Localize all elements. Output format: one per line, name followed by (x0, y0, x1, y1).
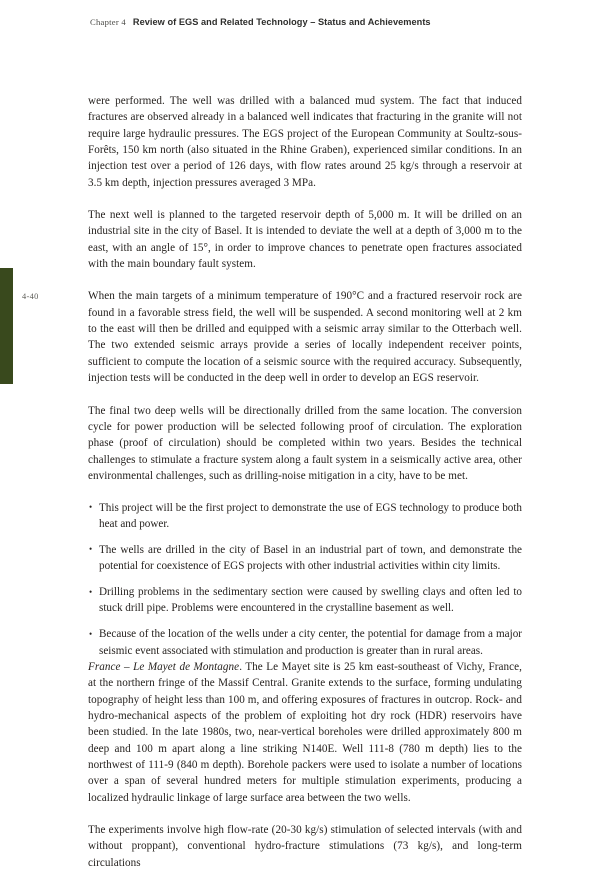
paragraph-3: When the main targets of a minimum temperature of 190°C and a fractured reservoir rock are found in a favorable stress field, the well will be suspended. A second monitoring well at 2 km to the east will then be drilled and equipped with a seismic array similar to the Otterbach well. The two extended seismic arrays provide a series of locally independent receiver points, sufficient to compute the location of a seismic source with the required accuracy. Subsequently, injection tests will be conducted in the deep well in order to develop an EGS reservoir. (88, 290, 522, 385)
bullet-glyph: • (89, 544, 93, 555)
list-item (88, 500, 522, 533)
paragraph-4: The final two deep wells will be directionally drilled from the same location. The conversion cycle for power production will be selected following proof of circulation. The exploration phase (proof of circulation) should be completed within two years. Besides the technical challenges to stimulate a fracture system along a fault system in a seismically active area, other environmental challenges, such as drilling-noise mitigation in a city, have to be met. (88, 404, 522, 482)
bullet-glyph: • (89, 502, 93, 513)
section-le-mayet-body: . The Le Mayet site is 25 km east-southeast of Vichy, France, at the northern fringe of the Massif Central. Granite extends to the surface, forming undulating topography of height less than 100 m, and offering exposures of fractures in outcrop. Rock- and hydro-mechanical aspects of the problem of exploiting hot dry rock (HDR) reservoirs have been studied. In the late 1980s, two, near-vertical boreholes were drilled approximately 800 m deep and 100 m apart along a line striking N140E. Well 111-8 (780 m depth) lies to the northwest of 111-9 (840 m depth). Borehole packers were used to isolate a number of locations over a span of several hundred meters for multiple stimulation experiments, producing a localized hydraulic linkage of large surface area between the two wells. (88, 660, 523, 804)
list-item-text: The wells are drilled in the city of Basel in an industrial part of town, and demonstrate the potential for coexistence of EGS projects with other industrial activities within city limits. (99, 543, 522, 573)
list-item (88, 584, 522, 617)
paragraph-1: were performed. The well was drilled with a balanced mud system. The fact that induced fractures are observed already in a balanced well indicates that fracturing in the granite will not require large hydraulic pressures. The EGS project of the European Community at Soultz-sous-Forêts, 150 km north (also situated in the Rhine Graben), experienced similar conditions. In an injection test over a period of 126 days, with flow rates around 25 kg/s through a reservoir at 3.5 km depth, injection pressures averaged 3 MPa. (88, 95, 522, 189)
text-column (88, 93, 522, 871)
page-folio: 4-40 (22, 292, 39, 301)
list-item (88, 542, 522, 575)
bullet-list (88, 500, 522, 659)
running-head (90, 17, 431, 27)
bullet-glyph: • (89, 586, 93, 597)
section-le-mayet-paragraph (88, 659, 522, 806)
list-item-text: Drilling problems in the sedimentary section were caused by swelling clays and often led to stuck drill pipe. Problems were encountered in the crystalline basement as well. (99, 586, 522, 615)
running-head-chapter-label: Chapter 4 (90, 17, 126, 27)
section-le-mayet-heading: France – Le Mayet de Montagne (88, 660, 240, 673)
list-item-text: Because of the location of the wells under a city center, the potential for damage from a major seismic event associated with stimulation and production is greater than in rural areas. (99, 628, 522, 657)
paragraph-2: The next well is planned to the targeted reservoir depth of 5,000 m. It will be drilled on an industrial site in the city of Basel. It is intended to deviate the well at a depth of 3,000 m to the east, with an angle of 15°, in order to improve chances to penetrate open fractures associated with the main boundary fault system. (88, 209, 522, 271)
final-paragraph: The experiments involve high flow-rate (20-30 kg/s) stimulation of selected intervals (with and without proppant), conventional hydro-fracture stimulations (73 kg/s), and long-term circulations (88, 824, 522, 869)
bullet-glyph: • (89, 628, 93, 639)
list-item-text: This project will be the first project to demonstrate the use of EGS technology to produce both heat and power. (99, 501, 522, 531)
chapter-edge-tab (0, 268, 13, 384)
list-item (88, 626, 522, 659)
running-head-title: Review of EGS and Related Technology – Status and Achievements (132, 17, 431, 27)
